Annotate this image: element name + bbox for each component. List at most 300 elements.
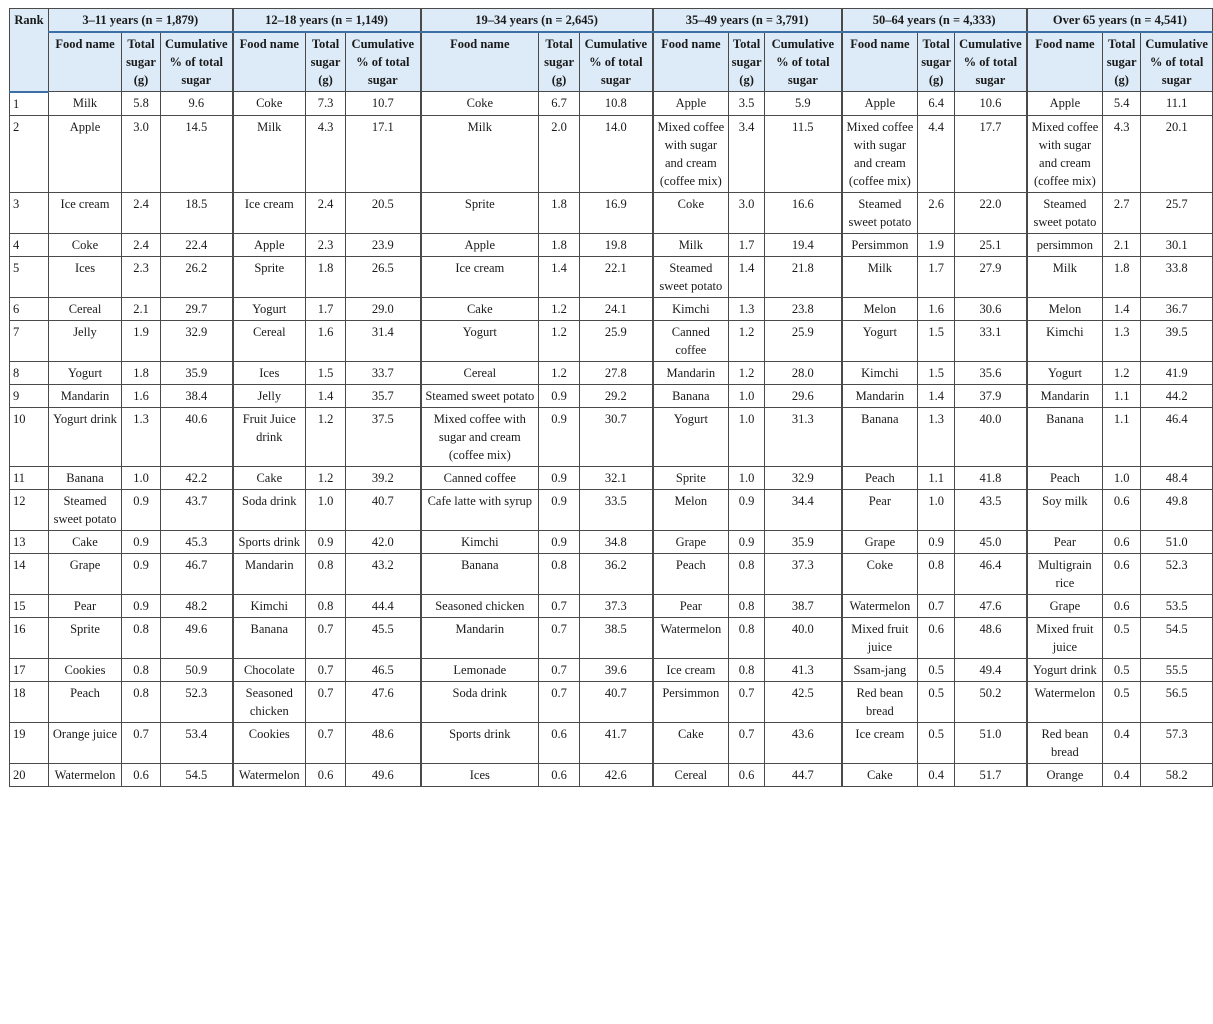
total-sugar-cell: 0.9	[122, 489, 161, 530]
cumulative-percent-cell: 43.5	[955, 489, 1027, 530]
total-sugar-cell: 5.8	[122, 92, 161, 116]
cumulative-percent-header: Cumulative % of total sugar	[161, 32, 233, 92]
cumulative-percent-cell: 57.3	[1141, 722, 1213, 763]
cumulative-percent-cell: 48.4	[1141, 466, 1213, 489]
cumulative-percent-cell: 27.8	[580, 361, 653, 384]
food-name-cell: Cake	[233, 466, 306, 489]
table-row	[10, 722, 1213, 763]
total-sugar-cell: 1.2	[729, 320, 765, 361]
cumulative-percent-cell: 35.6	[955, 361, 1027, 384]
rank-cell: 6	[10, 297, 49, 320]
cumulative-percent-cell: 22.0	[955, 192, 1027, 233]
food-name-cell: Ice cream	[842, 722, 918, 763]
cumulative-percent-cell: 37.3	[765, 553, 842, 594]
food-name-cell: Chocolate	[233, 658, 306, 681]
cumulative-percent-header: Cumulative % of total sugar	[346, 32, 421, 92]
total-sugar-cell: 0.6	[918, 617, 955, 658]
food-name-cell: Milk	[653, 233, 729, 256]
total-sugar-cell: 1.2	[539, 361, 580, 384]
total-sugar-cell: 1.0	[122, 466, 161, 489]
table-row	[10, 553, 1213, 594]
food-name-cell: Apple	[421, 233, 539, 256]
group-header-12-18: 12–18 years (n = 1,149)	[233, 9, 421, 33]
food-name-cell: Mandarin	[842, 384, 918, 407]
cumulative-percent-cell: 34.4	[765, 489, 842, 530]
food-name-cell: Apple	[233, 233, 306, 256]
cumulative-percent-cell: 14.5	[161, 115, 233, 192]
total-sugar-cell: 0.6	[306, 763, 346, 786]
food-name-cell: Milk	[842, 256, 918, 297]
total-sugar-cell: 0.7	[122, 722, 161, 763]
food-name-cell: Watermelon	[653, 617, 729, 658]
total-sugar-cell: 1.8	[539, 233, 580, 256]
food-name-cell: Ice cream	[49, 192, 122, 233]
food-name-cell: Steamed sweet potato	[653, 256, 729, 297]
food-name-cell: Persimmon	[653, 681, 729, 722]
total-sugar-cell: 1.5	[918, 320, 955, 361]
cumulative-percent-cell: 39.2	[346, 466, 421, 489]
food-name-cell: Cereal	[653, 763, 729, 786]
total-sugar-cell: 0.9	[539, 466, 580, 489]
food-name-cell: Fruit Juice drink	[233, 407, 306, 466]
total-sugar-cell: 1.3	[729, 297, 765, 320]
food-name-header: Food name	[233, 32, 306, 92]
food-name-cell: Orange	[1027, 763, 1103, 786]
cumulative-percent-cell: 44.2	[1141, 384, 1213, 407]
food-name-header: Food name	[842, 32, 918, 92]
food-name-cell: Persimmon	[842, 233, 918, 256]
food-name-cell: Steamed sweet potato	[842, 192, 918, 233]
food-name-cell: Cereal	[233, 320, 306, 361]
food-name-cell: Mixed coffee with sugar and cream (coffee mix)	[842, 115, 918, 192]
food-name-cell: Melon	[842, 297, 918, 320]
total-sugar-cell: 0.7	[306, 617, 346, 658]
total-sugar-cell: 1.9	[918, 233, 955, 256]
total-sugar-cell: 0.6	[1103, 530, 1141, 553]
cumulative-percent-cell: 39.5	[1141, 320, 1213, 361]
cumulative-percent-cell: 54.5	[161, 763, 233, 786]
cumulative-percent-cell: 46.4	[1141, 407, 1213, 466]
total-sugar-cell: 1.4	[306, 384, 346, 407]
cumulative-percent-cell: 49.8	[1141, 489, 1213, 530]
cumulative-percent-cell: 14.0	[580, 115, 653, 192]
cumulative-percent-header: Cumulative % of total sugar	[765, 32, 842, 92]
food-name-cell: Soda drink	[233, 489, 306, 530]
cumulative-percent-cell: 41.8	[955, 466, 1027, 489]
food-name-cell: Orange juice	[49, 722, 122, 763]
cumulative-percent-cell: 30.6	[955, 297, 1027, 320]
cumulative-percent-cell: 16.9	[580, 192, 653, 233]
rank-cell: 17	[10, 658, 49, 681]
total-sugar-cell: 1.6	[122, 384, 161, 407]
food-name-cell: Banana	[233, 617, 306, 658]
cumulative-percent-cell: 19.4	[765, 233, 842, 256]
cumulative-percent-cell: 49.6	[346, 763, 421, 786]
food-name-cell: Pear	[49, 594, 122, 617]
total-sugar-cell: 1.8	[306, 256, 346, 297]
cumulative-percent-cell: 31.4	[346, 320, 421, 361]
total-sugar-cell: 0.5	[1103, 617, 1141, 658]
food-name-cell: Lemonade	[421, 658, 539, 681]
total-sugar-cell: 2.6	[918, 192, 955, 233]
total-sugar-cell: 0.6	[539, 763, 580, 786]
cumulative-percent-cell: 53.4	[161, 722, 233, 763]
cumulative-percent-cell: 16.6	[765, 192, 842, 233]
cumulative-percent-cell: 40.0	[765, 617, 842, 658]
total-sugar-cell: 0.7	[539, 681, 580, 722]
total-sugar-cell: 3.5	[729, 92, 765, 116]
total-sugar-cell: 1.0	[729, 407, 765, 466]
food-name-cell: Jelly	[49, 320, 122, 361]
table-row	[10, 489, 1213, 530]
food-name-cell: Milk	[1027, 256, 1103, 297]
cumulative-percent-cell: 35.9	[161, 361, 233, 384]
total-sugar-cell: 1.5	[306, 361, 346, 384]
rank-cell: 9	[10, 384, 49, 407]
food-name-cell: Watermelon	[1027, 681, 1103, 722]
food-name-cell: Milk	[421, 115, 539, 192]
table-row	[10, 681, 1213, 722]
food-name-cell: Cake	[653, 722, 729, 763]
cumulative-percent-cell: 38.5	[580, 617, 653, 658]
cumulative-percent-cell: 46.4	[955, 553, 1027, 594]
total-sugar-cell: 1.2	[306, 466, 346, 489]
total-sugar-cell: 1.0	[1103, 466, 1141, 489]
total-sugar-cell: 3.0	[729, 192, 765, 233]
cumulative-percent-header: Cumulative % of total sugar	[955, 32, 1027, 92]
total-sugar-cell: 6.4	[918, 92, 955, 116]
total-sugar-cell: 1.4	[539, 256, 580, 297]
total-sugar-cell: 0.9	[729, 530, 765, 553]
total-sugar-cell: 0.7	[539, 617, 580, 658]
cumulative-percent-cell: 44.7	[765, 763, 842, 786]
cumulative-percent-cell: 41.9	[1141, 361, 1213, 384]
food-name-cell: Coke	[49, 233, 122, 256]
food-name-cell: Mandarin	[49, 384, 122, 407]
table-body	[10, 92, 1213, 787]
food-name-cell: Steamed sweet potato	[1027, 192, 1103, 233]
food-name-header: Food name	[653, 32, 729, 92]
total-sugar-cell: 1.8	[539, 192, 580, 233]
food-name-cell: Ices	[49, 256, 122, 297]
cumulative-percent-cell: 33.7	[346, 361, 421, 384]
total-sugar-cell: 0.6	[1103, 553, 1141, 594]
total-sugar-cell: 0.6	[122, 763, 161, 786]
total-sugar-header: Total sugar (g)	[122, 32, 161, 92]
food-name-cell: Banana	[842, 407, 918, 466]
cumulative-percent-cell: 26.2	[161, 256, 233, 297]
food-name-cell: Mixed fruit juice	[1027, 617, 1103, 658]
food-name-cell: Ice cream	[653, 658, 729, 681]
food-name-cell: Red bean bread	[842, 681, 918, 722]
total-sugar-cell: 0.5	[918, 722, 955, 763]
cumulative-percent-cell: 39.6	[580, 658, 653, 681]
cumulative-percent-cell: 37.9	[955, 384, 1027, 407]
food-name-cell: Watermelon	[842, 594, 918, 617]
total-sugar-cell: 0.6	[729, 763, 765, 786]
cumulative-percent-cell: 45.3	[161, 530, 233, 553]
total-sugar-cell: 0.7	[306, 658, 346, 681]
total-sugar-cell: 0.4	[1103, 763, 1141, 786]
food-name-cell: Cookies	[233, 722, 306, 763]
food-name-cell: Ices	[421, 763, 539, 786]
food-name-cell: Soda drink	[421, 681, 539, 722]
food-name-cell: Yogurt	[233, 297, 306, 320]
food-name-cell: Grape	[842, 530, 918, 553]
total-sugar-cell: 4.3	[1103, 115, 1141, 192]
food-name-cell: Yogurt	[421, 320, 539, 361]
cumulative-percent-cell: 46.7	[161, 553, 233, 594]
total-sugar-cell: 1.3	[918, 407, 955, 466]
food-name-cell: Mandarin	[233, 553, 306, 594]
total-sugar-cell: 0.8	[122, 617, 161, 658]
cumulative-percent-cell: 52.3	[1141, 553, 1213, 594]
food-name-cell: persimmon	[1027, 233, 1103, 256]
table-row	[10, 361, 1213, 384]
cumulative-percent-cell: 5.9	[765, 92, 842, 116]
total-sugar-cell: 0.8	[306, 553, 346, 594]
cumulative-percent-cell: 23.8	[765, 297, 842, 320]
food-name-cell: Seasoned chicken	[421, 594, 539, 617]
food-name-cell: Jelly	[233, 384, 306, 407]
cumulative-percent-cell: 33.1	[955, 320, 1027, 361]
food-name-cell: Yogurt drink	[1027, 658, 1103, 681]
cumulative-percent-cell: 10.8	[580, 92, 653, 116]
food-name-cell: Milk	[49, 92, 122, 116]
cumulative-percent-cell: 23.9	[346, 233, 421, 256]
food-name-cell: Peach	[49, 681, 122, 722]
group-header-50-64: 50–64 years (n = 4,333)	[842, 9, 1027, 33]
food-name-header: Food name	[1027, 32, 1103, 92]
food-name-cell: Sprite	[421, 192, 539, 233]
cumulative-percent-cell: 54.5	[1141, 617, 1213, 658]
food-name-cell: Sports drink	[233, 530, 306, 553]
total-sugar-cell: 1.4	[918, 384, 955, 407]
food-name-cell: Steamed sweet potato	[49, 489, 122, 530]
rank-header: Rank	[10, 9, 49, 92]
total-sugar-cell: 0.5	[918, 681, 955, 722]
group-header-row	[10, 9, 1213, 33]
table-row	[10, 617, 1213, 658]
total-sugar-cell: 0.6	[539, 722, 580, 763]
food-name-cell: Pear	[1027, 530, 1103, 553]
cumulative-percent-cell: 45.5	[346, 617, 421, 658]
total-sugar-cell: 0.8	[729, 617, 765, 658]
cumulative-percent-cell: 43.2	[346, 553, 421, 594]
cumulative-percent-cell: 11.1	[1141, 92, 1213, 116]
food-name-cell: Yogurt drink	[49, 407, 122, 466]
total-sugar-cell: 0.9	[122, 530, 161, 553]
total-sugar-cell: 0.6	[1103, 594, 1141, 617]
cumulative-percent-header: Cumulative % of total sugar	[580, 32, 653, 92]
cumulative-percent-cell: 48.6	[346, 722, 421, 763]
cumulative-percent-cell: 38.7	[765, 594, 842, 617]
cumulative-percent-cell: 42.5	[765, 681, 842, 722]
cumulative-percent-cell: 25.9	[580, 320, 653, 361]
total-sugar-cell: 0.7	[539, 658, 580, 681]
total-sugar-cell: 1.3	[1103, 320, 1141, 361]
food-name-cell: Banana	[653, 384, 729, 407]
food-name-cell: Canned coffee	[653, 320, 729, 361]
food-name-cell: Kimchi	[1027, 320, 1103, 361]
food-name-cell: Ice cream	[421, 256, 539, 297]
food-name-cell: Apple	[49, 115, 122, 192]
cumulative-percent-cell: 25.9	[765, 320, 842, 361]
total-sugar-cell: 1.5	[918, 361, 955, 384]
rank-cell: 7	[10, 320, 49, 361]
cumulative-percent-cell: 42.2	[161, 466, 233, 489]
table-row	[10, 233, 1213, 256]
cumulative-percent-cell: 29.7	[161, 297, 233, 320]
cumulative-percent-cell: 41.7	[580, 722, 653, 763]
cumulative-percent-cell: 33.8	[1141, 256, 1213, 297]
rank-cell: 10	[10, 407, 49, 466]
rank-cell: 14	[10, 553, 49, 594]
cumulative-percent-cell: 53.5	[1141, 594, 1213, 617]
food-name-cell: Banana	[49, 466, 122, 489]
food-name-cell: Coke	[421, 92, 539, 116]
total-sugar-cell: 0.8	[729, 594, 765, 617]
food-name-cell: Banana	[421, 553, 539, 594]
cumulative-percent-cell: 51.7	[955, 763, 1027, 786]
total-sugar-cell: 0.7	[918, 594, 955, 617]
cumulative-percent-cell: 43.6	[765, 722, 842, 763]
total-sugar-cell: 7.3	[306, 92, 346, 116]
cumulative-percent-cell: 46.5	[346, 658, 421, 681]
cumulative-percent-cell: 55.5	[1141, 658, 1213, 681]
table-row	[10, 92, 1213, 116]
table-row	[10, 297, 1213, 320]
total-sugar-cell: 1.7	[918, 256, 955, 297]
cumulative-percent-cell: 35.7	[346, 384, 421, 407]
food-name-cell: Apple	[653, 92, 729, 116]
cumulative-percent-cell: 24.1	[580, 297, 653, 320]
total-sugar-cell: 1.2	[729, 361, 765, 384]
total-sugar-cell: 0.5	[918, 658, 955, 681]
total-sugar-cell: 1.1	[1103, 407, 1141, 466]
cumulative-percent-cell: 21.8	[765, 256, 842, 297]
total-sugar-cell: 6.7	[539, 92, 580, 116]
food-name-cell: Coke	[653, 192, 729, 233]
food-name-cell: Sprite	[49, 617, 122, 658]
total-sugar-cell: 0.7	[539, 594, 580, 617]
food-name-cell: Apple	[842, 92, 918, 116]
food-name-cell: Kimchi	[653, 297, 729, 320]
rank-cell: 1	[10, 92, 49, 116]
cumulative-percent-cell: 41.3	[765, 658, 842, 681]
cumulative-percent-cell: 50.2	[955, 681, 1027, 722]
food-name-cell: Cafe latte with syrup	[421, 489, 539, 530]
food-name-cell: Ssam-jang	[842, 658, 918, 681]
cumulative-percent-cell: 35.9	[765, 530, 842, 553]
cumulative-percent-cell: 48.2	[161, 594, 233, 617]
cumulative-percent-cell: 51.0	[955, 722, 1027, 763]
cumulative-percent-cell: 37.3	[580, 594, 653, 617]
cumulative-percent-cell: 36.7	[1141, 297, 1213, 320]
total-sugar-cell: 1.9	[122, 320, 161, 361]
total-sugar-cell: 0.9	[539, 384, 580, 407]
food-name-cell: Mixed coffee with sugar and cream (coffee mix)	[1027, 115, 1103, 192]
total-sugar-cell: 2.0	[539, 115, 580, 192]
cumulative-percent-cell: 10.7	[346, 92, 421, 116]
total-sugar-cell: 1.6	[306, 320, 346, 361]
total-sugar-cell: 0.9	[122, 553, 161, 594]
total-sugar-cell: 0.8	[539, 553, 580, 594]
food-name-cell: Steamed sweet potato	[421, 384, 539, 407]
rank-cell: 12	[10, 489, 49, 530]
food-name-cell: Mixed coffee with sugar and cream (coffee mix)	[421, 407, 539, 466]
total-sugar-cell: 1.8	[1103, 256, 1141, 297]
cumulative-percent-cell: 40.0	[955, 407, 1027, 466]
cumulative-percent-cell: 40.7	[346, 489, 421, 530]
rank-cell: 2	[10, 115, 49, 192]
cumulative-percent-cell: 17.7	[955, 115, 1027, 192]
rank-cell: 5	[10, 256, 49, 297]
total-sugar-cell: 1.0	[306, 489, 346, 530]
food-name-cell: Cereal	[421, 361, 539, 384]
column-header-row	[10, 32, 1213, 92]
cumulative-percent-cell: 43.7	[161, 489, 233, 530]
rank-cell: 13	[10, 530, 49, 553]
food-name-cell: Apple	[1027, 92, 1103, 116]
food-name-cell: Yogurt	[653, 407, 729, 466]
cumulative-percent-cell: 49.4	[955, 658, 1027, 681]
group-header-35-49: 35–49 years (n = 3,791)	[653, 9, 842, 33]
cumulative-percent-cell: 40.6	[161, 407, 233, 466]
total-sugar-cell: 0.8	[122, 658, 161, 681]
cumulative-percent-cell: 50.9	[161, 658, 233, 681]
food-name-cell: Banana	[1027, 407, 1103, 466]
cumulative-percent-cell: 22.4	[161, 233, 233, 256]
food-name-cell: Ices	[233, 361, 306, 384]
food-name-cell: Melon	[1027, 297, 1103, 320]
table-row	[10, 256, 1213, 297]
cumulative-percent-cell: 45.0	[955, 530, 1027, 553]
cumulative-percent-cell: 33.5	[580, 489, 653, 530]
cumulative-percent-cell: 58.2	[1141, 763, 1213, 786]
cumulative-percent-cell: 47.6	[346, 681, 421, 722]
cumulative-percent-cell: 22.1	[580, 256, 653, 297]
food-name-cell: Peach	[1027, 466, 1103, 489]
food-name-cell: Yogurt	[842, 320, 918, 361]
rank-cell: 20	[10, 763, 49, 786]
total-sugar-cell: 2.4	[122, 233, 161, 256]
total-sugar-cell: 0.5	[1103, 681, 1141, 722]
cumulative-percent-cell: 44.4	[346, 594, 421, 617]
total-sugar-cell: 1.7	[306, 297, 346, 320]
food-name-cell: Coke	[842, 553, 918, 594]
table-row	[10, 192, 1213, 233]
total-sugar-cell: 2.7	[1103, 192, 1141, 233]
table-row	[10, 594, 1213, 617]
food-name-cell: Kimchi	[421, 530, 539, 553]
total-sugar-header: Total sugar (g)	[539, 32, 580, 92]
total-sugar-cell: 0.7	[729, 681, 765, 722]
food-name-cell: Seasoned chicken	[233, 681, 306, 722]
sugar-sources-table	[9, 8, 1213, 787]
total-sugar-cell: 0.7	[729, 722, 765, 763]
total-sugar-cell: 0.8	[918, 553, 955, 594]
cumulative-percent-cell: 25.1	[955, 233, 1027, 256]
total-sugar-cell: 0.8	[729, 553, 765, 594]
cumulative-percent-cell: 29.0	[346, 297, 421, 320]
total-sugar-cell: 0.9	[306, 530, 346, 553]
cumulative-percent-cell: 49.6	[161, 617, 233, 658]
rank-cell: 3	[10, 192, 49, 233]
food-name-cell: Pear	[653, 594, 729, 617]
cumulative-percent-cell: 32.9	[765, 466, 842, 489]
total-sugar-cell: 5.4	[1103, 92, 1141, 116]
